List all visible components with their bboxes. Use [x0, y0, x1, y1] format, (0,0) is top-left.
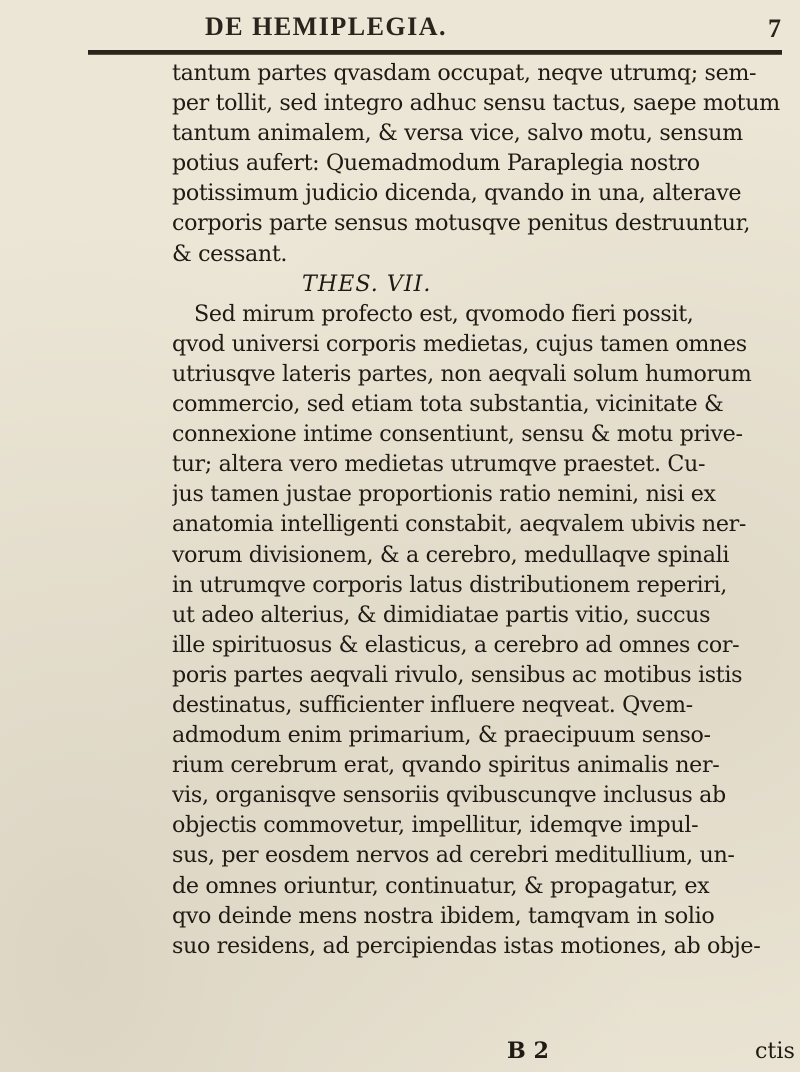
text-line: in utrumqve corporis latus distributionem reperiri, — [172, 571, 727, 598]
text-line: rium cerebrum erat, qvando spiritus animalis ner- — [172, 752, 720, 779]
text-line: connexione intime consentiunt, sensu & motu prive- — [172, 421, 743, 448]
text-line: destinatus, sufficienter influere neqveat. Qvem- — [172, 691, 693, 718]
page-number: 7 — [768, 14, 781, 43]
text-line: sus, per eosdem nervos ad cerebri meditullium, un- — [172, 842, 735, 869]
text-line: corporis parte sensus motusqve penitus destruuntur, — [172, 210, 751, 237]
text-line: Sed mirum profecto est, qvomodo fieri possit, — [194, 300, 694, 327]
text-line: tantum partes qvasdam occupat, neqve utrumq; sem- — [172, 60, 757, 86]
text-line: vis, organisqve sensoriis qvibuscunqve inclusus ab — [172, 782, 726, 809]
text-line: per tollit, sed integro adhuc sensu tactus, saepe motum — [172, 90, 780, 117]
text-line: ut adeo alterius, & dimidiatae partis vitio, succus — [172, 601, 711, 628]
text-line: de omnes oriuntur, continuatur, & propagatur, ex — [172, 872, 710, 899]
text-line: qvo deinde mens nostra ibidem, tamqvam in solio — [172, 902, 715, 929]
page-footer — [172, 1036, 795, 1066]
text-line: jus tamen justae proportionis ratio nemini, nisi ex — [172, 481, 716, 508]
text-line: potissimum judicio dicenda, qvando in una, alterave — [172, 180, 742, 207]
text-line: tantum animalem, & versa vice, salvo motu, sensum — [172, 120, 743, 147]
body-text — [172, 58, 784, 961]
text-line: objectis commovetur, impellitur, idemqve impul- — [172, 812, 699, 839]
text-line: utriusqve lateris partes, non aeqvali solum humorum — [172, 360, 752, 387]
text-line: tur; altera vero medietas utrumqve praestet. Cu- — [172, 451, 706, 478]
text-line: poris partes aeqvali rivulo, sensibus ac motibus istis — [172, 661, 743, 688]
text-line: vorum divisionem, & a cerebro, medullaqve spinali — [172, 541, 730, 568]
text-line: potius aufert: Quemadmodum Paraplegia nostro — [172, 150, 700, 177]
thesis-heading: THES. VII. — [302, 270, 432, 297]
header-rule — [88, 50, 782, 55]
text-line: qvod universi corporis medietas, cujus tamen omnes — [172, 330, 747, 357]
running-head: DE HEMIPLEGIA. — [205, 12, 448, 41]
text-line: anatomia intelligenti constabit, aeqvalem ubivis ner- — [172, 511, 747, 538]
text-line: ille spirituosus & elasticus, a cerebro ad omnes cor- — [172, 631, 740, 658]
signature-mark: B 2 — [507, 1038, 549, 1064]
catchword: ctis — [755, 1038, 795, 1064]
text-line: admodum enim primarium, & praecipuum senso- — [172, 722, 711, 749]
text-line: & cessant. — [172, 240, 288, 267]
text-line: suo residens, ad percipiendas istas motiones, ab obje- — [172, 932, 761, 959]
text-line: commercio, sed etiam tota substantia, vicinitate & — [172, 391, 724, 418]
